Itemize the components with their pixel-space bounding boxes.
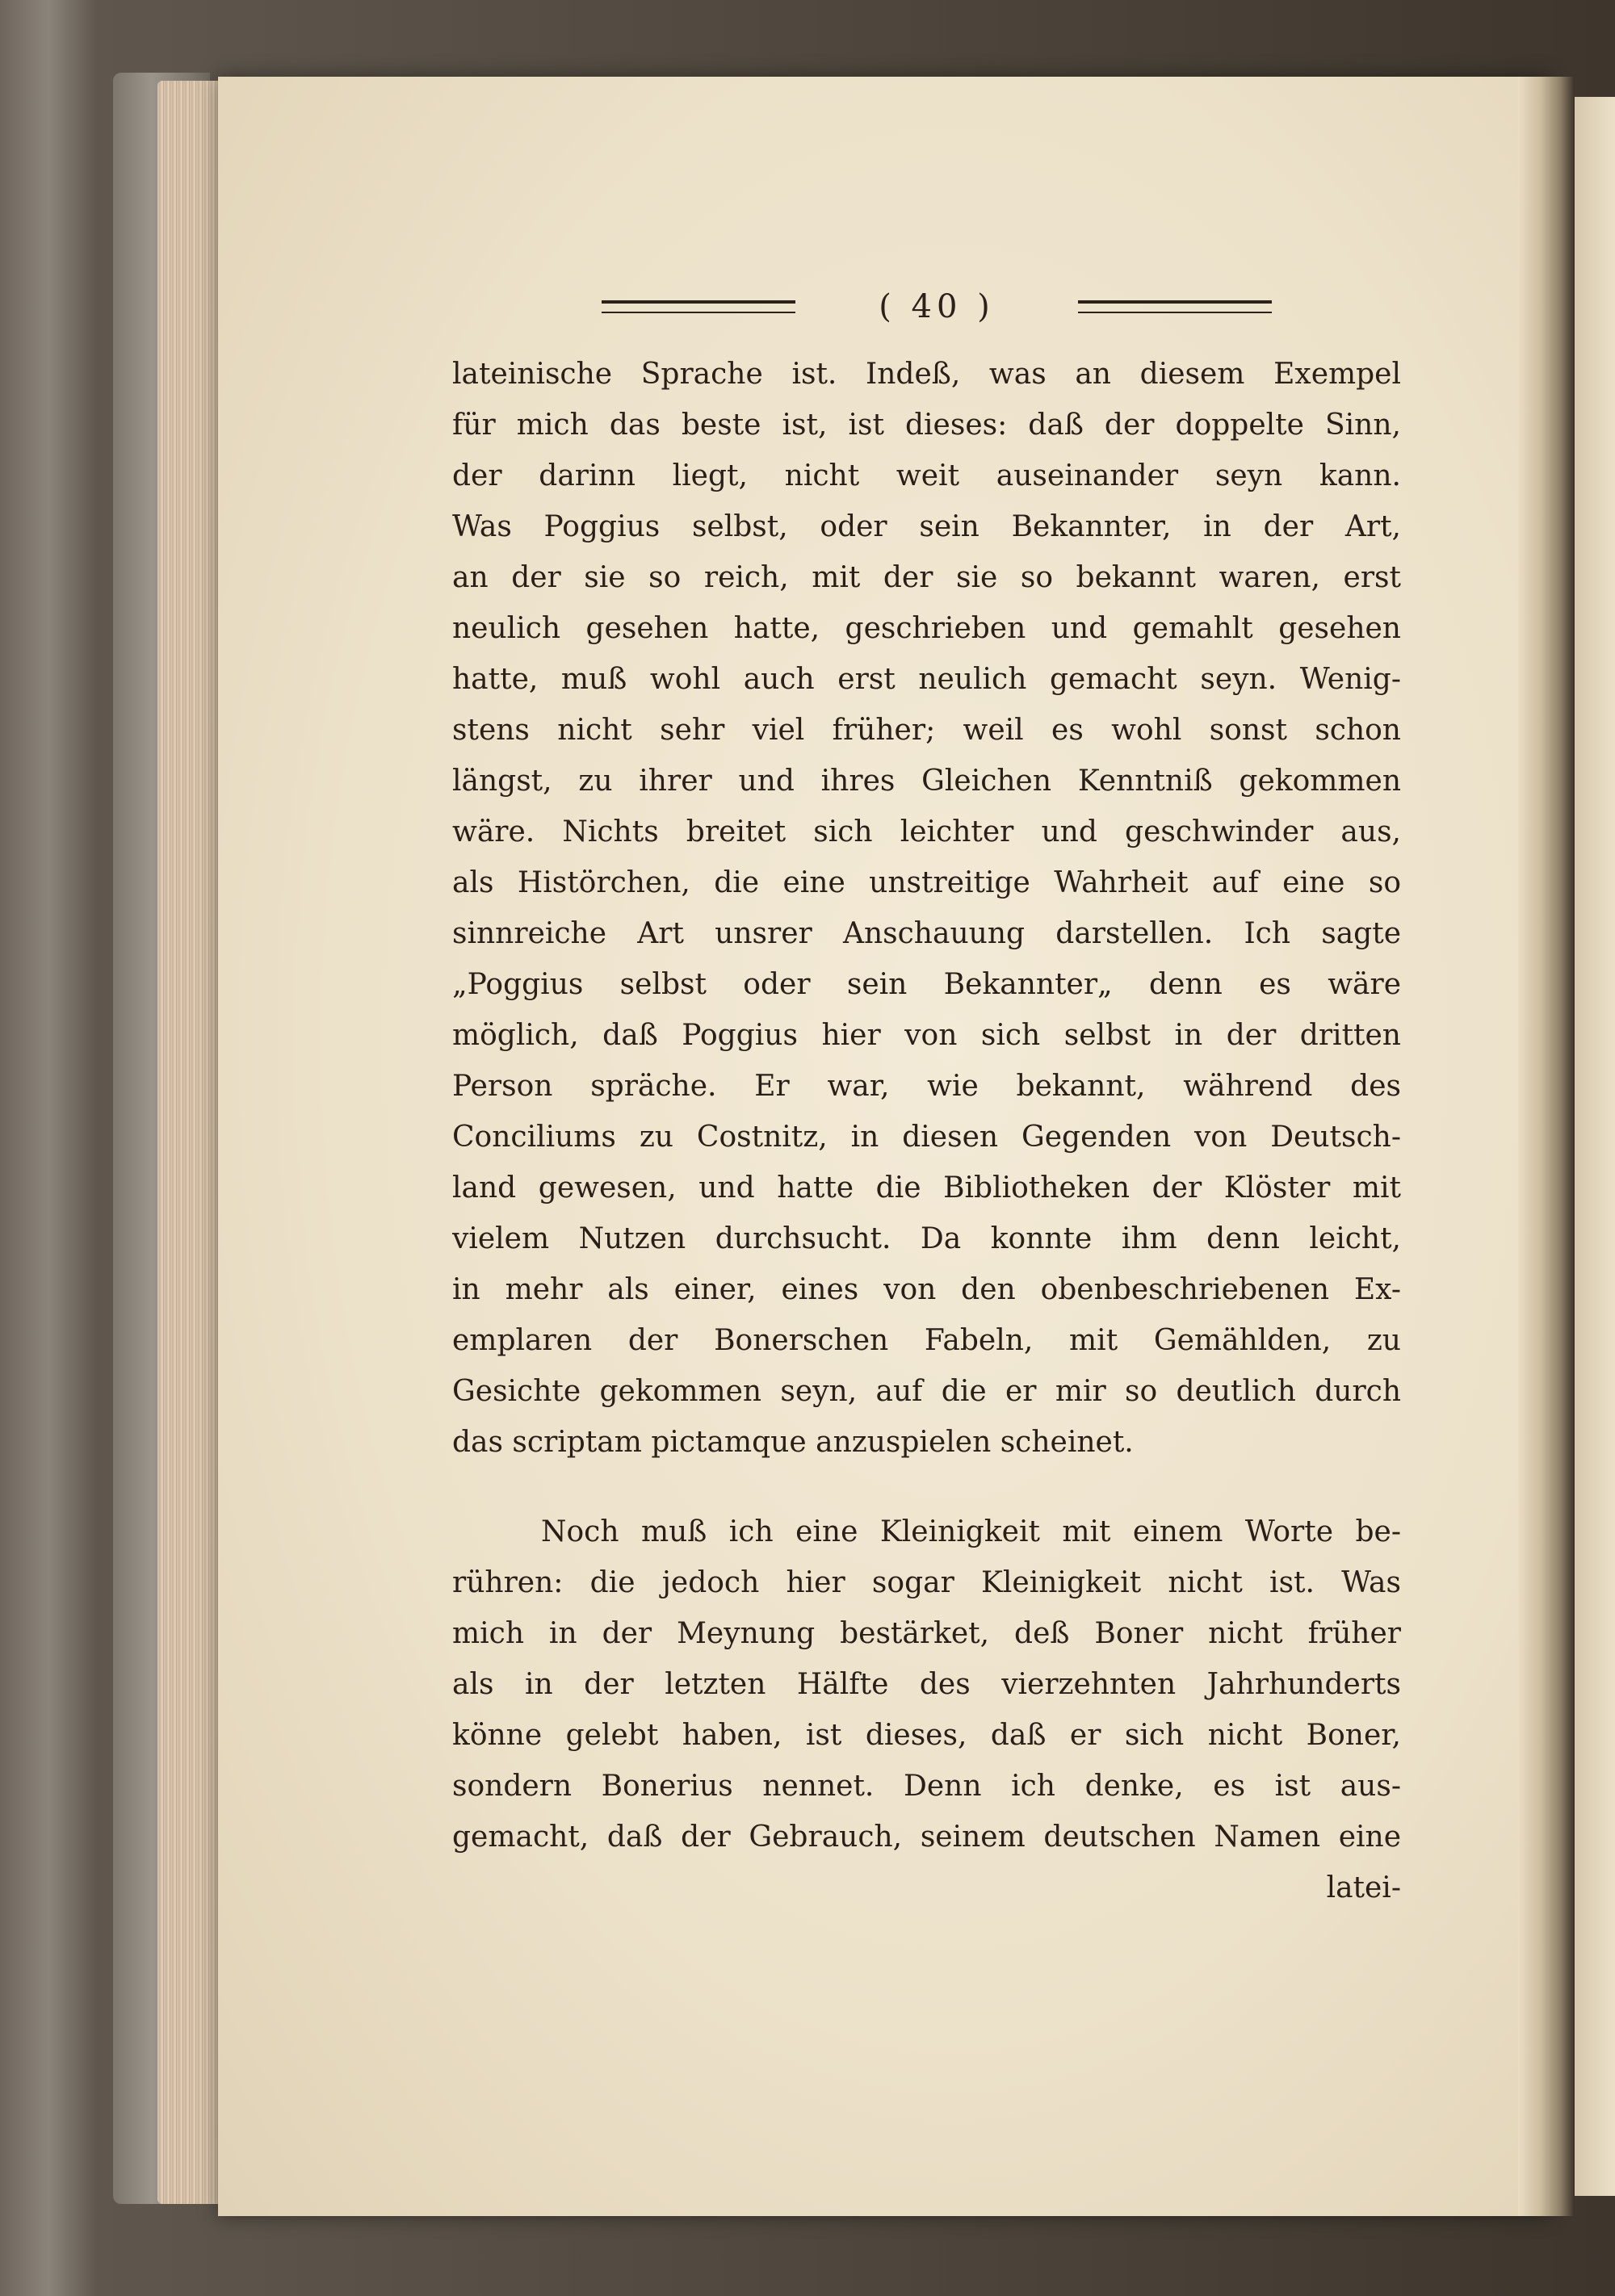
text-line: in mehr als einer, eines von den obenbeschriebenen Ex-: [452, 1273, 1401, 1306]
text-line: land gewesen, und hatte die Bibliotheken der Klöster mit: [452, 1171, 1401, 1205]
text-line: Person spräche. Er war, wie bekannt, während des: [452, 1070, 1401, 1103]
text-line: könne gelebt haben, ist dieses, daß er sich nicht Boner,: [452, 1719, 1401, 1752]
catchword: latei-: [1326, 1871, 1401, 1904]
text-line: längst, zu ihrer und ihres Gleichen Kenntniß gekommen: [452, 765, 1401, 798]
text-line: das scriptam pictamque anzuspielen scheinet.: [452, 1426, 1134, 1459]
text-line: emplaren der Bonerschen Fabeln, mit Gemählden, zu: [452, 1324, 1401, 1357]
text-line: „Poggius selbst oder sein Bekannter„ denn es wäre: [452, 968, 1401, 1001]
text-line: mich in der Meynung bestärket, deß Boner nicht früher: [452, 1617, 1401, 1650]
text-line: wäre. Nichts breitet sich leichter und geschwinder aus,: [452, 815, 1401, 848]
text-line: der darinn liegt, nicht weit auseinander seyn kann.: [452, 459, 1401, 492]
body-text: [452, 349, 1401, 1913]
text-line: als Histörchen, die eine unstreitige Wahrheit auf eine so: [452, 866, 1401, 899]
text-line: Was Poggius selbst, oder sein Bekannter, in der Art,: [452, 510, 1401, 543]
paragraph-gap: [452, 1468, 1401, 1506]
book-gutter: [1518, 77, 1575, 2216]
text-line: sondern Bonerius nennet. Denn ich denke, es ist aus-: [452, 1770, 1401, 1803]
text-line: Noch muß ich eine Kleinigkeit mit einem Worte be-: [541, 1515, 1401, 1548]
text-line: sinnreiche Art unsrer Anschauung darstellen. Ich sagte: [452, 917, 1401, 950]
text-line: hatte, muß wohl auch erst neulich gemacht seyn. Wenig-: [452, 663, 1401, 696]
page-header: [602, 287, 1272, 327]
text-line: vielem Nutzen durchsucht. Da konnte ihm denn leicht,: [452, 1222, 1401, 1255]
text-line: neulich gesehen hatte, geschrieben und gemahlt gesehen: [452, 612, 1401, 645]
text-line: Gesichte gekommen seyn, auf die er mir so deutlich durch: [452, 1375, 1401, 1408]
text-line: lateinische Sprache ist. Indeß, was an diesem Exempel: [452, 358, 1401, 391]
page-number: ( 40 ): [879, 288, 995, 325]
paragraph: [452, 349, 1401, 1468]
header-rule-right: [1078, 300, 1272, 313]
text-line: für mich das beste ist, ist dieses: daß der doppelte Sinn,: [452, 409, 1401, 442]
text-line: an der sie so reich, mit der sie so bekannt waren, erst: [452, 561, 1401, 594]
text-line: rühren: die jedoch hier sogar Kleinigkeit nicht ist. Was: [452, 1566, 1401, 1599]
text-line: gemacht, daß der Gebrauch, seinem deutschen Namen eine: [452, 1820, 1401, 1854]
text-line: als in der letzten Hälfte des vierzehnten Jahrhunderts: [452, 1668, 1401, 1701]
facing-page-edge: [1575, 97, 1615, 2196]
header-rule-left: [602, 300, 795, 313]
text-line: stens nicht sehr viel früher; weil es wohl sonst schon: [452, 714, 1401, 747]
text-line: möglich, daß Poggius hier von sich selbst in der dritten: [452, 1019, 1401, 1052]
paragraph: [452, 1506, 1401, 1862]
text-line: Conciliums zu Costnitz, in diesen Gegenden von Deutsch-: [452, 1121, 1401, 1154]
